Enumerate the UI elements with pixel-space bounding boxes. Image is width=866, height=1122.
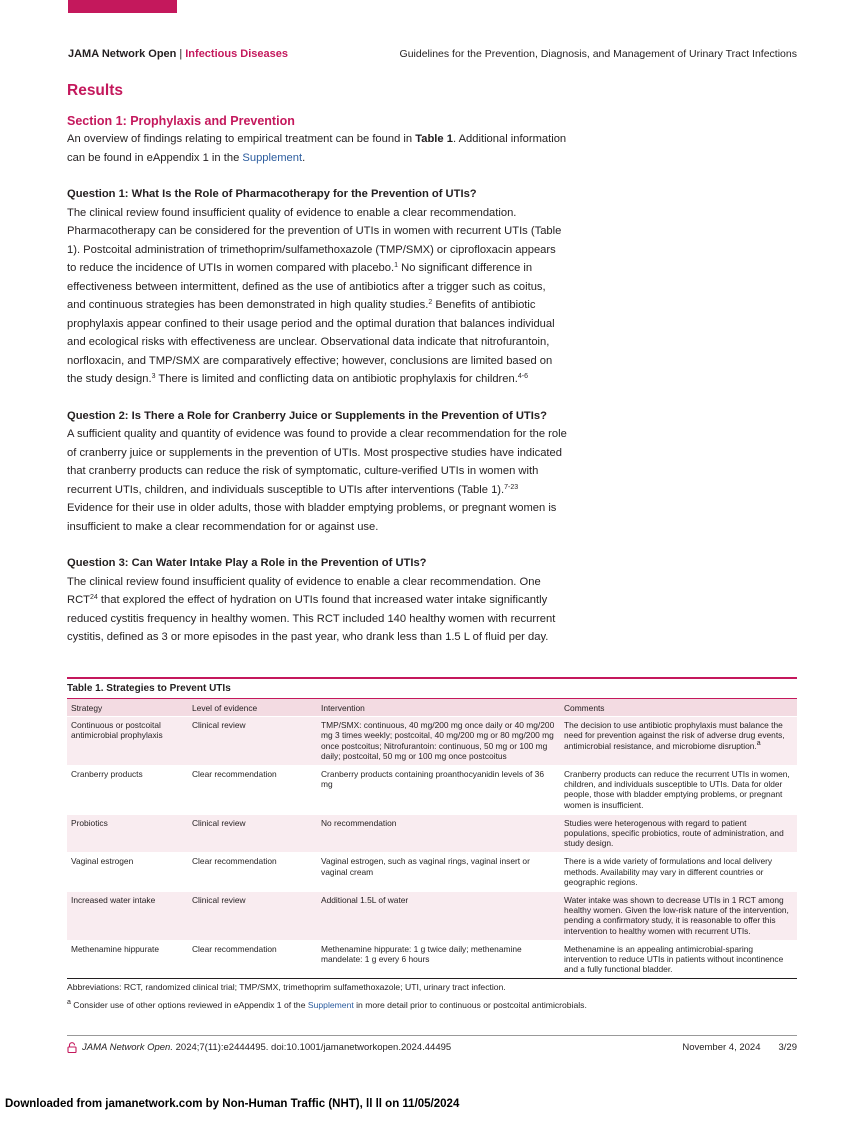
table-footnote (67, 993, 797, 1011)
intervention-cell: No recommendation (317, 814, 560, 853)
intervention-cell: Additional 1.5L of water (317, 892, 560, 941)
q3-text: The clinical review found insufficient quality of evidence to enable a clear recommendation. One RCT (67, 575, 541, 606)
reference-link[interactable]: 2 (428, 299, 433, 306)
article-body (67, 80, 567, 647)
footnote-marker: a (67, 999, 71, 1007)
strategy-cell: Methenamine hippurate (67, 940, 188, 978)
level-cell: Clinical review (188, 717, 317, 766)
footer-journal: JAMA Network Open. (82, 1042, 173, 1053)
strategy-cell: Cranberry products (67, 766, 188, 815)
question3-heading: Question 3: Can Water Intake Play a Role in the Prevention of UTIs? (67, 557, 427, 569)
footer-rule (67, 1035, 797, 1036)
question3-text (67, 573, 567, 647)
table-abbreviations: Abbreviations: RCT, randomized clinical trial; TMP/SMX, trimethoprim sulfamethoxazole; UTI, urinary tract infection. (67, 982, 506, 993)
publication-date: November 4, 2024 (682, 1042, 761, 1053)
intervention-cell: Cranberry products containing proanthocyanidin levels of 36 mg (317, 766, 560, 815)
reference-link[interactable]: 3 (151, 373, 156, 380)
q1-text: There is limited and conflicting data on antibiotic prophylaxis for children. (155, 373, 518, 385)
table-row (67, 853, 797, 892)
page-number: 3/29 (778, 1042, 797, 1053)
q1-text: Benefits of antibiotic prophylaxis appear confined to their usage period and the optimal duration that balances individual and ecological risks with effectiveness are unclear. Observational data indicate that nitrofurantoin, norfloxacin, and TMP/SMX are comparatively effective; however, conclusions are limited based on the study design. (67, 299, 555, 385)
journal-color-bar (68, 0, 177, 13)
question1-text (67, 204, 567, 389)
intro-text: . (302, 151, 306, 164)
q2-text: A sufficient quality and quantity of evidence was found to provide a clear recommendation for the role of cranberry juice or supplements in the prevention of UTIs. Most prospective studies have indicated that cranberry products can reduce the risk of symptomatic, culture-verified UTIs in women with recurrent UTIs, children, and individuals susceptible to UTIs after interventions (Table 1). (67, 428, 567, 496)
question2-heading: Question 2: Is There a Role for Cranberry Juice or Supplements in the Prevention of UTIs? (67, 409, 547, 422)
section1-heading: Section 1: Prophylaxis and Prevention (67, 114, 295, 128)
level-cell: Clear recommendation (188, 940, 317, 978)
comments-cell: There is a wide variety of formulations and local delivery methods. Availability may vary in different countries or geographic regions. (560, 853, 797, 892)
level-cell: Clear recommendation (188, 766, 317, 815)
table-row (67, 940, 797, 978)
download-notice: Downloaded from jamanetwork.com by Non-Human Traffic (NHT), ll ll on 11/05/2024 (5, 1098, 460, 1110)
q2-text: Evidence for their use in older adults, those with bladder emptying problems, or pregnant women is insufficient to make a clear recommendation for or against use. (67, 502, 557, 533)
comments-cell: Cranberry products can reduce the recurrent UTIs in women, children, and individuals susceptible to UTIs. Data for older people, those with bladder emptying problems, or pregnant women is insufficient. (560, 766, 797, 815)
column-header: Level of evidence (188, 699, 317, 717)
section1-intro (67, 130, 567, 167)
intervention-cell: TMP/SMX: continuous, 40 mg/200 mg once daily or 40 mg/200 mg 3 times weekly; postcoital, 40 mg/200 mg or 80 mg/200 mg once postcoitus; Nitrofurantoin: continuous, 50 mg or 100 mg daily; postcoital, 50 mg or 100 mg once postcoitus (317, 717, 560, 766)
q3-text: that explored the effect of hydration on UTIs found that increased water intake significantly reduced cystitis frequency in healthy women. This RCT included 140 healthy women with recurrent cystitis, defined as 3 or more episodes in the past year, who drank less than 1.5 L of fluid per day. (67, 594, 556, 643)
strategy-cell: Vaginal estrogen (67, 853, 188, 892)
table-row (67, 892, 797, 941)
strategy-cell: Probiotics (67, 814, 188, 853)
footer-right (664, 1042, 797, 1053)
comments-text: The decision to use antibiotic prophylaxis must balance the need for prevention against the risk of adverse drug events, antimicrobial resistance, and microbiome disruption. (564, 720, 785, 751)
citation (82, 1042, 451, 1053)
table-row (67, 717, 797, 766)
table-row (67, 814, 797, 853)
strategy-cell: Continuous or postcoital antimicrobial prophylaxis (67, 717, 188, 766)
table-header-row (67, 699, 797, 717)
column-header: Strategy (67, 699, 188, 717)
strategy-cell: Increased water intake (67, 892, 188, 941)
section-name[interactable]: Infectious Diseases (185, 48, 288, 60)
table-ref[interactable]: Table 1 (415, 133, 453, 145)
table-row (67, 766, 797, 815)
intro-text: An overview of findings relating to empirical treatment can be found in (67, 133, 416, 145)
open-access-lock-icon (67, 1042, 77, 1053)
reference-link[interactable]: 7-23 (504, 483, 519, 491)
question2-text (67, 425, 567, 536)
comments-cell (560, 717, 797, 766)
journal-name: JAMA Network Open (68, 48, 177, 60)
table-1 (67, 677, 797, 1011)
column-header: Intervention (317, 699, 560, 717)
comments-cell: Water intake was shown to decrease UTIs in 1 RCT among healthy women. Given the low-risk nature of the intervention, pending a confirmatory study, it is reasonable to offer this intervention to healthy women with recurrent UTIs. (560, 892, 797, 941)
header-separator: | (179, 48, 183, 60)
reference-link[interactable]: 1 (394, 262, 399, 269)
page-header (68, 48, 797, 64)
intervention-cell: Methenamine hippurate: 1 g twice daily; methenamine mandelate: 1 g every 6 hours (317, 940, 560, 978)
results-heading: Results (67, 82, 123, 99)
footnote-marker[interactable]: a (756, 739, 761, 747)
question1-heading: Question 1: What Is the Role of Pharmacotherapy for the Prevention of UTIs? (67, 188, 477, 200)
reference-link[interactable]: 4-6 (517, 373, 528, 380)
intro-text: . Additional information can be found in eAppendix 1 in the (67, 133, 567, 164)
intervention-cell: Vaginal estrogen, such as vaginal rings, vaginal insert or vaginal cream (317, 853, 560, 892)
footnote-text: Consider use of other options reviewed in eAppendix 1 of the (73, 1000, 308, 1011)
level-cell: Clinical review (188, 814, 317, 853)
level-cell: Clinical review (188, 892, 317, 941)
q1-text: The clinical review found insufficient quality of evidence to enable a clear recommendation. Pharmacotherapy can be considered for the prevention of UTIs in women with recurrent UTIs (Table 1). Postcoital administration of trimethoprim/sulfamethoxazole (TMP/SMX) or ciprofloxacin appears to reduce the incidence of UTIs in women compared with placebo. (67, 206, 562, 274)
running-title: Guidelines for the Prevention, Diagnosis, and Management of Urinary Tract Infections (399, 48, 797, 60)
page-footer (67, 1042, 797, 1056)
footer-citation[interactable]: 2024;7(11):e2444495. doi:10.1001/jamanetworkopen.2024.44495 (172, 1042, 452, 1053)
table-title: Table 1. Strategies to Prevent UTIs (67, 683, 231, 694)
supplement-link[interactable]: Supplement (242, 151, 303, 164)
strategies-table (67, 699, 797, 978)
reference-link[interactable]: 24 (90, 594, 98, 601)
level-cell: Clear recommendation (188, 853, 317, 892)
column-header: Comments (560, 699, 797, 717)
footnote-text: in more detail prior to continuous or postcoital antimicrobials. (353, 1000, 587, 1011)
q1-text: No significant difference in effectiveness between intermittent, defined as the use of antibiotics after a trigger such as coitus, and continuous strategies has been demonstrated in high quality studies. (67, 262, 546, 311)
supplement-link[interactable]: Supplement (307, 1000, 354, 1011)
comments-cell: Methenamine is an appealing antimicrobial-sparing intervention to reduce UTIs in patients without incontinence and a fully functional bladder. (560, 940, 797, 978)
comments-cell: Studies were heterogenous with regard to patient populations, specific probiotics, route of administration, and study design. (560, 814, 797, 853)
